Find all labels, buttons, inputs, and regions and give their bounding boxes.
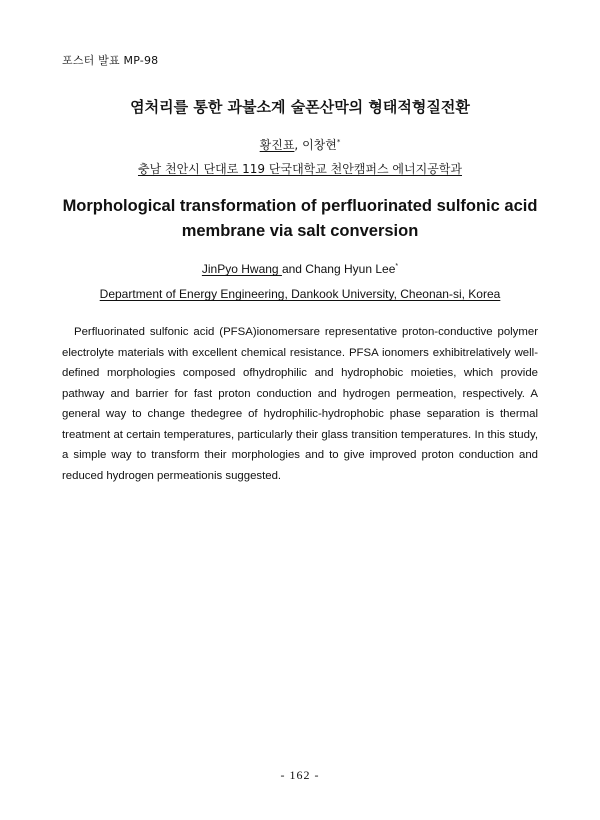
page-number: - 162 - (280, 768, 320, 782)
english-authors (0, 262, 600, 276)
english-corresponding-mark: * (395, 263, 399, 270)
english-title (40, 194, 560, 244)
korean-affiliation: 충남 천안시 단대로 119 단국대학교 천안캠퍼스 에너지공학과 (137, 162, 462, 176)
english-author-presenter: JinPyo Hwang (201, 262, 282, 276)
session-label: 포스터 발표 MP-98 (62, 54, 159, 67)
corresponding-mark: * (336, 138, 341, 146)
english-author-corresponding: Chang Hyun Lee (305, 262, 396, 276)
korean-title: 염처리를 통한 과불소계 술폰산막의 형태적형질전환 (130, 98, 470, 116)
korean-author-corresponding: 이창현 (302, 138, 337, 152)
abstract-paragraph: Perfluorinated sulfonic acid (PFSA)ionomersare representative proton-conductive polymer electrolyte materials with excellent chemical resistance. PFSA ionomers exhibitrelatively well-defined morphologies composed ofhydrophilic and hydrophobic moieties, which provide pathway and barrier for fast proton conduction and hydrogen permeation, respectively. A general way to change thedegree of hydrophilic-hydrophobic phase separation is thermal treatment at certain temperatures, particularly their glass transition temperatures. In this study, a simple way to transform their morphologies and to give improved proton conduction and reduced hydrogen permeationis suggested. (62, 326, 538, 482)
english-affiliation: Department of Energy Engineering, Dankook University, Cheonan-si, Korea (99, 287, 501, 301)
korean-author-separator: , (294, 138, 303, 152)
korean-authors (0, 136, 600, 153)
korean-author-presenter: 황진표 (259, 138, 295, 152)
english-title-line-1: Morphological transformation of perfluorinated sulfonic acid (62, 197, 538, 215)
english-title-line-2: membrane via salt conversion (181, 222, 419, 240)
english-author-and: and (281, 262, 306, 276)
